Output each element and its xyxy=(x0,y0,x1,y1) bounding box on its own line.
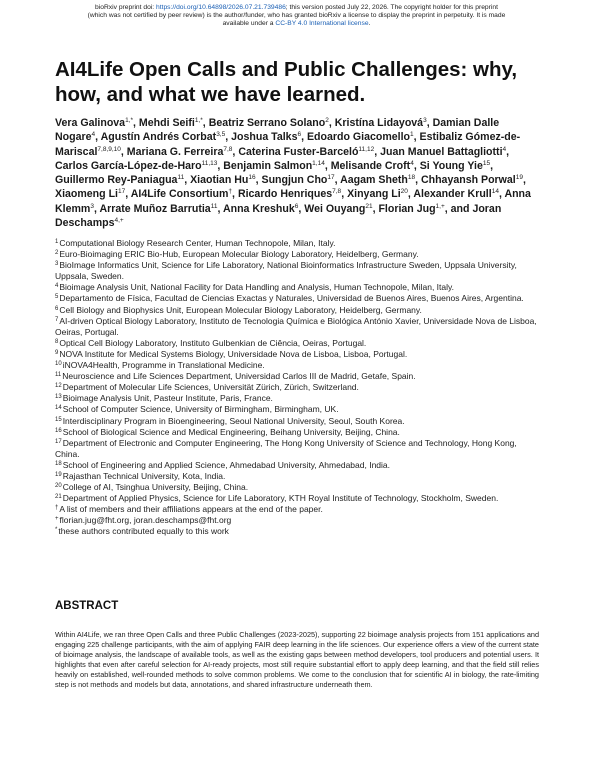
author-name: Anna Klemm xyxy=(55,188,531,215)
affiliation-text: AI-driven Optical Biology Laboratory, Instituto de Tecnologia Química e Biológica António Xavier, Universidade Nova de Lisboa, Oeiras, Portugal. xyxy=(55,315,537,337)
affiliation-mark: 12 xyxy=(55,383,62,390)
author-name: Aagam Sheth xyxy=(340,174,408,187)
affiliation-text: Department of Electronic and Computer Engineering, The Hong Kong University of Science and Technology, Hong Kong, China. xyxy=(55,437,517,459)
affiliation-item xyxy=(55,482,543,493)
author-affiliation-mark: 7,8,9,10 xyxy=(97,145,121,153)
affiliation-text: Department of Applied Physics, Science for Life Laboratory, KTH Royal Institute of Technology, Stockholm, Sweden. xyxy=(62,493,499,504)
author-affiliation-mark: 7,8 xyxy=(332,188,342,196)
affiliation-mark: 7 xyxy=(55,316,59,323)
author-name: Juan Manuel Battagliotti xyxy=(380,145,503,158)
author-affiliation-mark: 7,8 xyxy=(223,145,233,153)
license-link[interactable]: CC-BY 4.0 International license xyxy=(275,20,369,27)
author-affiliation-mark: 1,* xyxy=(194,117,203,124)
author-affiliation-mark: 20 xyxy=(400,188,408,196)
affiliation-text: Department of Molecular Life Sciences, Universität Zürich, Zürich, Switzerland. xyxy=(62,382,359,393)
affiliation-mark: 19 xyxy=(55,471,62,478)
author-name: Alexander Krull xyxy=(413,188,492,201)
author-affiliation-mark: 11 xyxy=(177,174,185,182)
affiliation-mark: 10 xyxy=(55,361,62,368)
author-affiliation-mark: 1,* xyxy=(125,117,134,124)
author-name: Anna Kreshuk xyxy=(222,202,295,215)
affiliation-item xyxy=(55,316,543,338)
affiliation-mark: 14 xyxy=(55,405,62,412)
author-affiliation-mark: 16 xyxy=(248,174,256,182)
affiliation-text: florian.jug@fht.org, joran.deschamps@fht.org xyxy=(59,515,232,526)
author-affiliation-mark: 11 xyxy=(210,202,218,210)
affiliation-mark: 13 xyxy=(55,394,62,401)
author-name: AI4Life Consortium xyxy=(130,188,229,201)
notice-line-1: bioRxiv preprint doi: https://doi.org/10.64898/2026.07.21.739486; this version posted July 22, 2026. The copyright holder for this preprint xyxy=(95,4,498,11)
author-name: Sungjun Cho xyxy=(261,174,328,187)
affiliation-item xyxy=(55,393,543,404)
affiliation-item xyxy=(55,416,543,427)
author-name: Damian Dalle Nogare xyxy=(55,117,500,144)
author-name: Agustín Andrés Corbat xyxy=(100,131,217,144)
affiliation-mark: * xyxy=(55,527,58,534)
author-affiliation-mark: 17 xyxy=(117,188,126,196)
affiliation-mark: 3 xyxy=(55,261,59,268)
author-affiliation-mark: 18 xyxy=(407,174,416,182)
author-affiliation-mark: 15 xyxy=(482,159,491,167)
affiliation-item xyxy=(55,438,543,460)
author-affiliation-mark: 1,14 xyxy=(312,159,325,167)
affiliation-text: Computational Biology Research Center, Human Technopole, Milan, Italy. xyxy=(59,238,336,248)
affiliation-item xyxy=(55,493,543,504)
affiliation-text: BioImage Informatics Unit, Science for Life Laboratory, National Bioinformatics Infrastructure Sweden, Uppsala University, Uppsala, Sweden. xyxy=(55,260,517,282)
author-name: Florian Jug xyxy=(378,202,436,215)
affiliation-text: College of AI, Tsinghua University, Beijing, China. xyxy=(62,482,249,493)
author-name: Xiaotian Hu xyxy=(190,174,249,187)
affiliation-mark: 6 xyxy=(55,305,59,312)
author-name: Arrate Muñoz Barrutia xyxy=(99,202,211,215)
affiliation-text: NOVA Institute for Medical Systems Biology, Universidade Nova de Lisboa, Lisboa, Portugal. xyxy=(59,348,408,359)
affiliation-item xyxy=(55,460,543,471)
abstract-text: Within AI4Life, we ran three Open Calls and three Public Challenges (2023-2025), supporting 22 bioimage analysis projects from 151 applications and engaging 225 challenge participants, with the aim of applying FAIR deep learning in the life sciences. Our experience offers a view of the current state of bioimage analysis, the landscape of available tools, as well as the existing gaps between method developers, tool producers and potential users. It highlights that even after careful selection for AI-ready projects, most still require substantial effort to apply deep learning, and that the field still relies heavily on established, well-rounded methods to solve common problems. We come to the conclusion that for scientific AI in biology, the rate-limiting step is not methods and models but data, annotations, and shared infrastructure underneath them. xyxy=(55,630,539,689)
affiliation-mark: 18 xyxy=(55,460,62,467)
author-affiliation-mark: 1,+ xyxy=(435,202,445,210)
author-affiliation-mark: 11,13 xyxy=(201,159,218,167)
affiliation-item xyxy=(55,471,543,482)
author-name: Mehdi Seifi xyxy=(138,117,195,129)
author-affiliation-mark: † xyxy=(228,188,233,196)
author-affiliation-mark: 3,5 xyxy=(216,131,226,139)
author-name: Wei Ouyang xyxy=(304,202,366,215)
author-name: Guillermo Rey-Paniagua xyxy=(55,174,178,187)
affiliation-mark: 11 xyxy=(55,372,62,379)
author-name: Kristína Lidayová xyxy=(334,117,424,129)
affiliation-item xyxy=(55,382,543,393)
affiliation-text: School of Biological Science and Medical Engineering, Beihang University, Beijing, China. xyxy=(62,426,400,437)
author-name: Ricardo Henriques xyxy=(237,188,333,201)
author-affiliation-mark: 6 xyxy=(297,131,302,139)
paper-title: AI4Life Open Calls and Public Challenges: why, how, and what we have learned. xyxy=(55,58,518,106)
affiliation-text: these authors contributed equally to this work xyxy=(58,526,229,537)
affiliation-item xyxy=(55,260,543,282)
author-affiliation-mark: 3 xyxy=(423,117,427,124)
author-name: Melisande Croft xyxy=(330,159,411,172)
abstract-heading: ABSTRACT xyxy=(55,600,119,612)
affiliation-mark: + xyxy=(55,516,59,523)
author-name: Chhayansh Porwal xyxy=(420,174,516,187)
author-name: Carlos García-López-de-Haro xyxy=(55,159,202,172)
affiliation-mark: 16 xyxy=(55,427,62,434)
author-name: Beatriz Serrano Solano xyxy=(208,117,326,129)
author-name: Joshua Talks xyxy=(231,131,298,144)
affiliation-mark: 5 xyxy=(55,294,59,301)
author-list: Vera Galinova$^{1,*}$, Mehdi Seifi$^{1,*}$, Beatriz Serrano Solano$^2$, Kristína Lidayová$^3$, Damian Dalle Nogare$^4$, Agustín Andrés Corbat$^{3,5}$, Joshua Talks$^6$, Edoardo Giacomello$^1$, Estibaliz Gómez-de-Mariscal$^{7,8,9,10}$, Mariana G. Ferreira$^{7,8}$, Caterina Fuster-Barceló$^{11,12}$, Juan Manuel Battagliotti$^4$, Carlos García-López-de-Haro$^{11,13}$, Benjamin Salmon$^{1,14}$, Melisande Croft$^4$, Si Young Yie$^{15}$, Guillermo Rey-Paniagua$^{11}$, Xiaotian Hu$^{16}$, Sungjun Cho$^{17}$, Aagam Sheth$^{18}$, Chhayansh Porwal$^{19}$, Xiaomeng Li$^{17}$, AI4Life Consortium†, Ricardo Henriques$^{7,8}$, Xinyang Li$^{20}$, Alexander Krull$^{14}$, Anna Klemm$^3$, Arrate Muñoz Barrutia$^{11}$, Anna Kreshuk$^6$, Wei Ouyang$^{21}$, Florian Jug$^{1,+}$, and Joran Deschamps$^{4,+}$ xyxy=(55,117,531,230)
preprint-notice xyxy=(0,4,593,28)
author-affiliation-mark: 1 xyxy=(410,131,414,139)
affiliation-text: Optical Cell Biology Laboratory, Instituto Gulbenkian de Ciência, Oeiras, Portugal. xyxy=(59,337,367,348)
affiliation-item xyxy=(55,349,543,360)
author-name: Joran Deschamps xyxy=(55,202,502,230)
affiliation-item xyxy=(55,404,543,415)
affiliation-mark: 15 xyxy=(55,416,62,423)
affiliation-mark: 9 xyxy=(55,349,59,356)
author-name: Benjamin Salmon xyxy=(223,159,313,172)
affiliation-item xyxy=(55,360,543,371)
affiliation-mark: 1 xyxy=(55,239,59,245)
affiliation-text: Cell Biology and Biophysics Unit, European Molecular Biology Laboratory, Heidelberg, Germany. xyxy=(59,304,422,315)
affiliation-text: Neuroscience and Life Sciences Department, Universidad Carlos III de Madrid, Getafe, Spain. xyxy=(62,371,416,382)
affiliation-mark: 21 xyxy=(55,494,62,501)
author-affiliation-mark: 14 xyxy=(491,188,499,196)
affiliation-mark: 20 xyxy=(55,483,62,490)
affiliation-item xyxy=(55,515,543,526)
affiliation-text: Departamento de Física, Facultad de Ciencias Exactas y Naturales, Universidad de Buenos Aires, Buenos Aires, Argentina. xyxy=(59,293,524,304)
affiliation-item xyxy=(55,427,543,438)
affiliation-item xyxy=(55,371,543,382)
affiliation-text: Euro-Bioimaging ERIC Bio-Hub, European Molecular Biology Laboratory, Heidelberg, Germany. xyxy=(59,249,419,260)
author-name: Vera Galinova xyxy=(55,117,126,129)
affiliation-text: Rajasthan Technical University, Kota, India. xyxy=(62,470,226,481)
author-affiliation-mark: 17 xyxy=(327,174,335,182)
affiliation-item xyxy=(55,249,543,260)
author-affiliation-mark: 19 xyxy=(515,174,523,182)
author-affiliation-mark: 2 xyxy=(325,117,329,124)
affiliation-item xyxy=(55,293,543,304)
author-affiliation-mark: 4 xyxy=(502,145,507,153)
affiliation-text: School of Computer Science, University of Birmingham, Birmingham, UK. xyxy=(62,404,339,415)
affiliation-item xyxy=(55,526,543,537)
affiliation-text: Bioimage Analysis Unit, National Facility for Data Handling and Analysis, Human Technopole, Milan, Italy. xyxy=(59,282,455,293)
doi-link[interactable]: https://doi.org/10.64898/2026.07.21.739486 xyxy=(156,4,286,11)
author-name: Xiaomeng Li xyxy=(55,188,118,201)
author-name: Caterina Fuster-Barceló xyxy=(238,145,359,158)
author-affiliation-mark: 21 xyxy=(365,202,373,210)
notice-line-2: (which was not certified by peer review) is the author/funder, who has granted bioRxiv a license to display the preprint in perpetuity. It is made xyxy=(87,12,506,19)
author-affiliation-mark: 11,12 xyxy=(358,145,375,153)
author-name: Mariana G. Ferreira xyxy=(126,145,224,158)
affiliation-text: School of Engineering and Applied Science, Ahmedabad University, Ahmedabad, India. xyxy=(62,459,390,470)
affiliation-item xyxy=(55,238,543,249)
author-affiliation-mark: 4,+ xyxy=(114,217,124,225)
author-name: Edoardo Giacomello xyxy=(306,131,410,144)
affiliation-item xyxy=(55,282,543,293)
notice-line-3: available under a CC-BY 4.0 International license. xyxy=(222,20,371,27)
affiliation-text: Bioimage Analysis Unit, Pasteur Institute, Paris, France. xyxy=(62,393,273,404)
author-affiliation-mark: 3 xyxy=(90,202,94,210)
author-name: Si Young Yie xyxy=(419,159,483,172)
affiliation-mark: 2 xyxy=(55,250,59,257)
affiliation-item xyxy=(55,338,543,349)
affiliation-item xyxy=(55,305,543,316)
author-name: Xinyang Li xyxy=(347,188,401,201)
affiliation-text: iNOVA4Health, Programme in Translational Medicine. xyxy=(62,360,265,371)
author-affiliation-mark: 4 xyxy=(410,159,414,167)
affiliation-list xyxy=(55,238,543,538)
affiliation-mark: 8 xyxy=(55,338,59,345)
author-affiliation-mark: 4 xyxy=(91,131,96,139)
author-affiliation-mark: 6 xyxy=(294,202,299,210)
affiliation-item xyxy=(55,504,543,515)
affiliation-text: A list of members and their affiliations appears at the end of the paper. xyxy=(59,504,323,515)
affiliation-mark: 17 xyxy=(55,438,62,445)
affiliation-text: Interdisciplinary Program in Bioengineering, Seoul National University, Seoul, South Korea. xyxy=(62,415,405,426)
affiliation-mark: † xyxy=(55,505,59,512)
affiliation-mark: 4 xyxy=(55,283,59,290)
author-name: Estibaliz Gómez-de-Mariscal xyxy=(55,131,521,158)
